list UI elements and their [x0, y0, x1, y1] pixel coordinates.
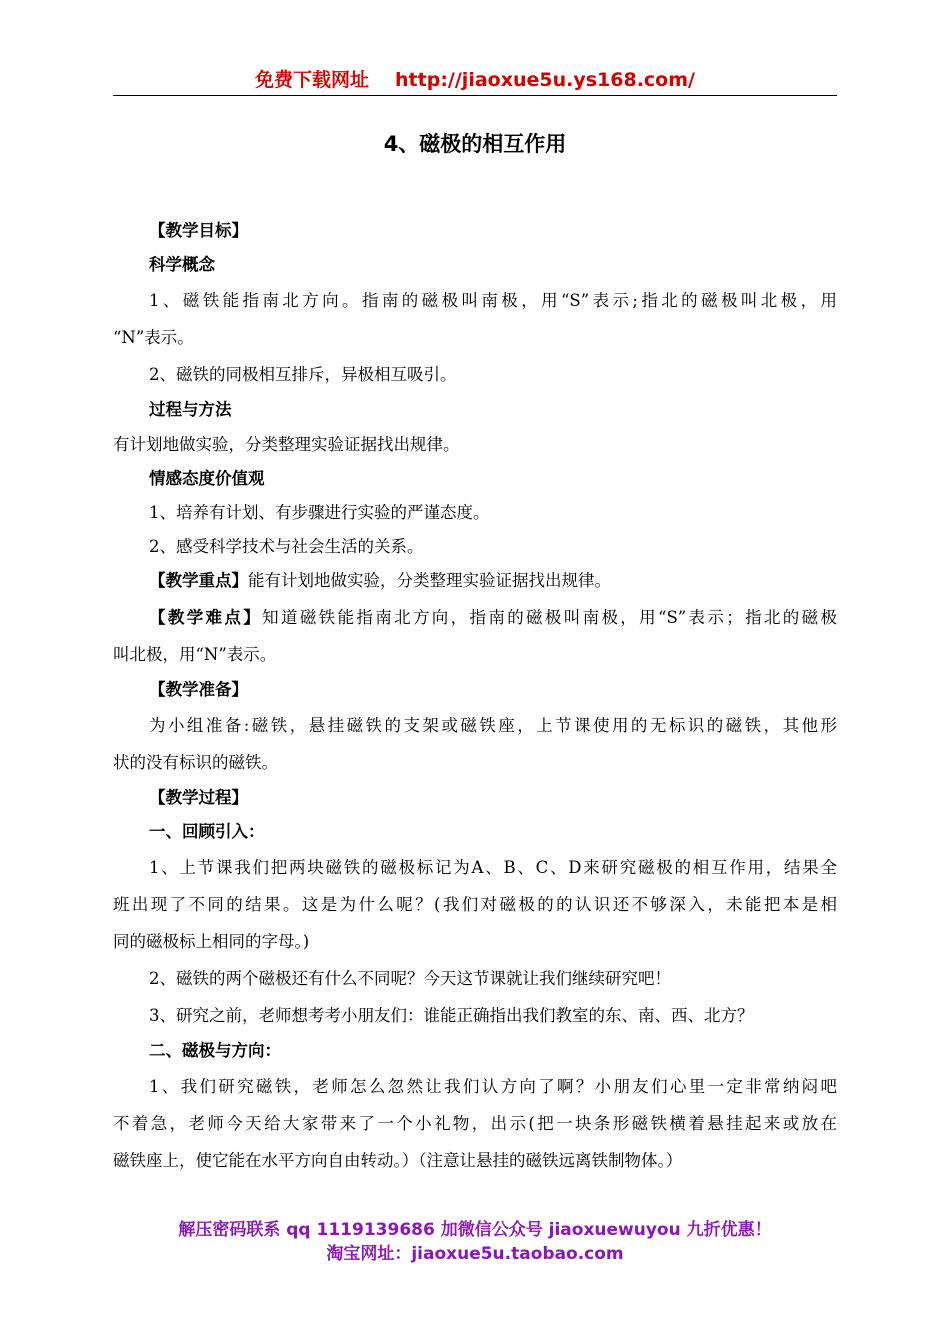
footer-contact: 解压密码联系 qq 1119139686 加微信公众号 jiaoxuewuyou 九折优惠！	[178, 1220, 772, 1240]
concept-heading: 科学概念	[149, 255, 215, 275]
difficult-label: 【教学难点】	[149, 607, 263, 627]
difficult-point-line-2: 叫北极，用“N”表示。	[113, 644, 277, 664]
prep-line-1: 为小组准备:磁铁，悬挂磁铁的支架或磁铁座，上节课使用的无标识的磁铁，其他形	[149, 715, 837, 735]
p1-line-3: 同的磁极标上相同的字母。)	[113, 932, 310, 952]
p3: 3、研究之前，老师想考考小朋友们：谁能正确指出我们教室的东、南、西、北方？	[149, 1006, 754, 1026]
q1-line-1: 1、我们研究磁铁，老师怎么忽然让我们认方向了啊？小朋友们心里一定非常纳闷吧	[149, 1077, 837, 1097]
page-header	[113, 66, 837, 94]
page-title: 4、磁极的相互作用	[383, 132, 567, 156]
key-point	[113, 564, 837, 598]
p1-line-2: 班出现了不同的结果。这是为什么呢？(我们对磁极的的认识还不够深入，未能把本是相	[113, 895, 837, 915]
part2-heading: 二、磁极与方向：	[149, 1041, 281, 1061]
footer-shop-link[interactable]: 淘宝网址：jiaoxue5u.taobao.com	[326, 1244, 624, 1264]
key-text: 能有计划地做实验，分类整理实验证据找出规律。	[248, 571, 611, 591]
process-section-heading: 【教学过程】	[149, 787, 248, 807]
prep-line-2: 状的没有标识的磁铁。	[113, 752, 278, 772]
header-divider	[113, 95, 837, 96]
q1-line-2: 不着急，老师今天给大家带来了一个小礼物，出示(把一块条形磁铁横着悬挂起来或放在	[113, 1114, 837, 1134]
goal-heading: 【教学目标】	[149, 221, 248, 240]
key-label: 【教学重点】	[149, 571, 248, 591]
p1-line-1: 1、上节课我们把两块磁铁的磁极标记为A、B、C、D来研究磁极的相互作用，结果全	[149, 858, 837, 878]
attitude-1: 1、培养有计划、有步骤进行实验的严谨态度。	[149, 502, 490, 522]
page-footer	[113, 1218, 837, 1266]
prep-heading: 【教学准备】	[149, 679, 248, 699]
part1-heading: 一、回顾引入：	[149, 821, 265, 841]
attitude-heading: 情感态度价值观	[149, 468, 265, 488]
attitude-2: 2、感受科学技术与社会生活的关系。	[149, 537, 424, 557]
concept-1-line-2: “N”表示。	[113, 328, 194, 348]
difficult-point-line-1	[113, 599, 837, 636]
document-body	[113, 214, 837, 1179]
concept-1-line-1: 1、磁铁能指南北方向。指南的磁极叫南极，用“S”表示;指北的磁极叫北极，用	[149, 291, 837, 311]
process-heading: 过程与方法	[149, 400, 232, 420]
header-site-label: 免费下载网址	[255, 69, 370, 91]
p2: 2、磁铁的两个磁极还有什么不同呢？今天这节课就让我们继续研究吧！	[149, 969, 671, 989]
header-site-url[interactable]: http://jiaoxue5u.ys168.com/	[395, 69, 695, 91]
process-text: 有计划地做实验，分类整理实验证据找出规律。	[113, 434, 460, 454]
q1-line-3: 磁铁座上，使它能在水平方向自由转动。）（注意让悬挂的磁铁远离铁制物体。）	[113, 1151, 683, 1171]
concept-2: 2、磁铁的同极相互排斥，异极相互吸引。	[149, 365, 457, 385]
difficult-text-a: 知道磁铁能指南北方向，指南的磁极叫南极，用“S”表示；指北的磁极	[262, 607, 838, 627]
